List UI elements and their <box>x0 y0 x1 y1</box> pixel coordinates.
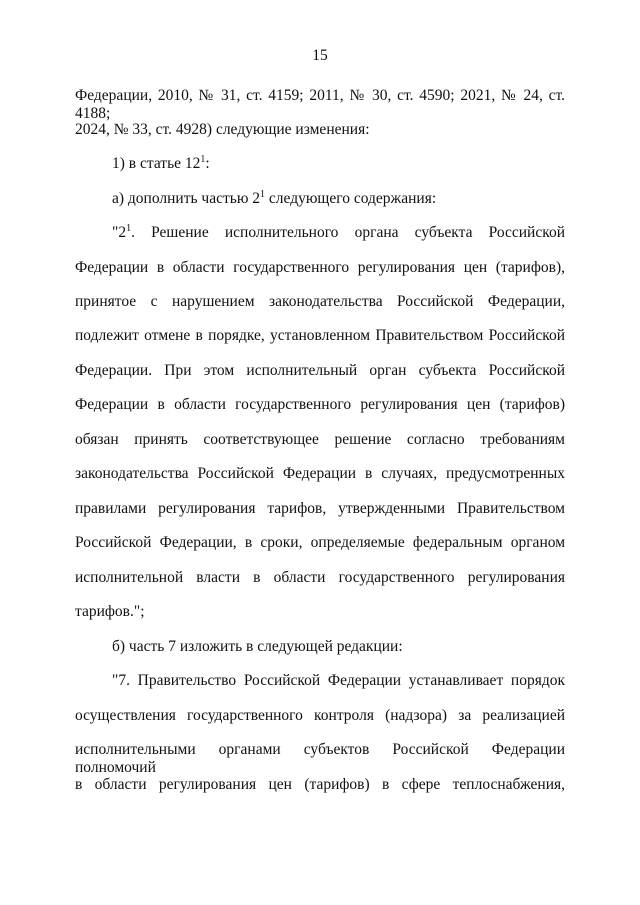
page-number: 15 <box>312 47 328 64</box>
text-line: осуществления государственного контроля (надзора) за реализацией <box>75 707 565 724</box>
text-line: в области регулирования цен (тарифов) в сфере теплоснабжения, <box>75 776 565 793</box>
text-line: подлежит отмене в порядке, установленном Правительством Российской <box>75 327 565 344</box>
text-fragment: следующего содержания: <box>265 190 437 207</box>
text-line-article <box>112 155 565 173</box>
text-line-item-b: б) часть 7 изложить в следующей редакции: <box>112 638 403 655</box>
text-line: исполнительной власти в области государственного регулирования <box>75 569 565 586</box>
text-fragment: . Решение исполнительного органа субъекта Российской <box>131 224 565 241</box>
text-fragment: "2 <box>112 224 127 241</box>
text-fragment: 1) в статье 12 <box>112 155 201 172</box>
text-line: исполнительными органами субъектов Российской Федерации полномочий <box>75 741 565 776</box>
text-line: Федерации в области государственного регулирования цен (тарифов) <box>75 396 565 413</box>
text-line: Федерации. При этом исполнительный орган субъекта Российской <box>75 362 565 379</box>
text-line: правилами регулирования тарифов, утвержденными Правительством <box>75 500 565 517</box>
text-fragment: : <box>205 155 210 172</box>
superscript: 1 <box>126 222 132 234</box>
text-line-item-a <box>112 190 565 208</box>
text-fragment: а) дополнить частью 2 <box>112 190 261 207</box>
text-line: обязан принять соответствующее решение согласно требованиям <box>75 431 565 448</box>
text-line: 2024, № 33, ст. 4928) следующие изменения: <box>75 121 370 138</box>
text-line: законодательства Российской Федерации в случаях, предусмотренных <box>75 465 565 482</box>
text-line: Федерации в области государственного регулирования цен (тарифов), <box>75 259 565 276</box>
superscript: 1 <box>260 188 266 200</box>
text-line: принятое с нарушением законодательства Российской Федерации, <box>75 293 565 310</box>
text-line: Федерации, 2010, № 31, ст. 4159; 2011, № 30, ст. 4590; 2021, № 24, ст. 4188; <box>75 87 565 122</box>
superscript: 1 <box>200 153 206 165</box>
text-line-quote-start <box>112 224 565 242</box>
text-line-quote-start: "7. Правительство Российской Федерации устанавливает порядок <box>112 672 565 689</box>
text-line: тарифов."; <box>75 603 145 620</box>
text-line: Российской Федерации, в сроки, определяемые федеральным органом <box>75 534 565 551</box>
